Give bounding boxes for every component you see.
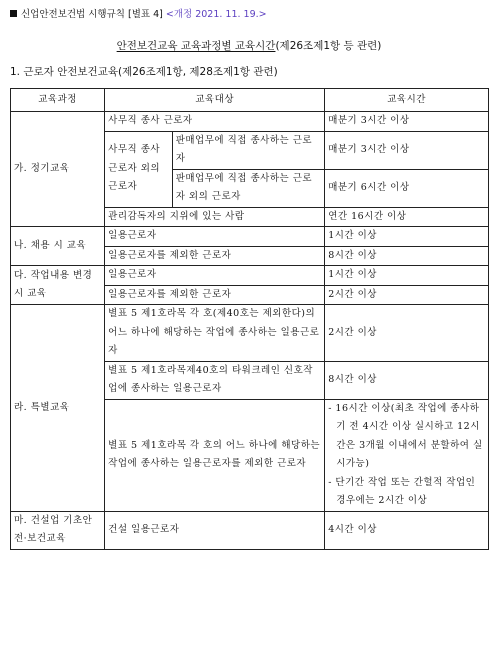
time-hiring-daily: 1시간 이상 [325, 227, 489, 247]
time-special-3-item-1: - 16시간 이상(최초 작업에 종사하기 전 4시간 이상 실시하고 12시간은 3개월 이내에서 분할하여 실시가능) [328, 402, 483, 470]
target-supervisors: 관리감독자의 지위에 있는 사람 [105, 207, 325, 227]
target-hiring-daily: 일용근로자 [105, 227, 325, 247]
header-course: 교육과정 [11, 89, 105, 112]
time-special-3-item-2: - 단기간 작업 또는 간헐적 작업인 경우에는 2시간 이상 [328, 476, 476, 507]
header-target: 교육대상 [105, 89, 325, 112]
target-office-workers: 사무직 종사 근로자 [105, 112, 325, 132]
target-special-3: 별표 5 제1호라목 각 호의 어느 하나에 해당하는 작업에 종사하는 일용근로자를 제외한 근로자 [105, 399, 325, 511]
course-special: 라. 특별교육 [11, 305, 105, 512]
target-other-workers: 사무직 종사 근로자 외의 근로자 [105, 131, 173, 207]
document-title [0, 38, 498, 53]
time-hiring-non-daily: 8시간 이상 [325, 246, 489, 266]
time-change-non-daily: 2시간 이상 [325, 285, 489, 305]
document-title-ref: (제26조제1항 등 관련) [275, 40, 382, 52]
time-sales-other: 매분기 6시간 이상 [325, 169, 489, 207]
table-row [11, 305, 489, 362]
law-title: 신업안전보건법 시행규칙 [별표 4] [21, 9, 163, 20]
target-construction: 건설 일용근로자 [105, 511, 325, 549]
law-reference-header [10, 6, 267, 20]
target-change-non-daily: 일용근로자를 제외한 근로자 [105, 285, 325, 305]
table-row [11, 511, 489, 549]
time-office-workers: 매분기 3시간 이상 [325, 112, 489, 132]
education-hours-table [10, 88, 489, 550]
time-special-3 [325, 399, 489, 511]
target-change-daily: 일용근로자 [105, 266, 325, 286]
table-row [11, 112, 489, 132]
revision-date: <개정 2021. 11. 19.> [165, 9, 267, 20]
document-title-main: 안전보건교육 교육과정별 교육시간 [116, 40, 276, 52]
target-sales-other: 판매업무에 직접 종사하는 근로자 외의 근로자 [172, 169, 325, 207]
time-change-daily: 1시간 이상 [325, 266, 489, 286]
target-sales-direct: 판매업무에 직접 종사하는 근로자 [172, 131, 325, 169]
target-special-2: 별표 5 제1호라목제40호의 타워크레인 신호작업에 종사하는 일용근로자 [105, 361, 325, 399]
header-time: 교육시간 [325, 89, 489, 112]
course-hiring: 나. 채용 시 교육 [11, 227, 105, 266]
time-construction: 4시간 이상 [325, 511, 489, 549]
course-regular: 가. 정기교육 [11, 112, 105, 227]
course-task-change: 다. 작업내용 변경 시 교육 [11, 266, 105, 305]
course-construction: 마. 건설업 기초안전·보건교육 [11, 511, 105, 549]
table-header-row [11, 89, 489, 112]
time-sales-direct: 매분기 3시간 이상 [325, 131, 489, 169]
target-special-1: 별표 5 제1호라목 각 호(제40호는 제외한다)의 어느 하나에 해당하는 작업에 종사하는 일용근로자 [105, 305, 325, 362]
table-row [11, 227, 489, 247]
square-bullet-icon [10, 10, 17, 17]
target-hiring-non-daily: 일용근로자를 제외한 근로자 [105, 246, 325, 266]
time-supervisors: 연간 16시간 이상 [325, 207, 489, 227]
time-special-1: 2시간 이상 [325, 305, 489, 362]
section-title: 1. 근로자 안전보건교육(제26조제1항, 제28조제1항 관련) [10, 66, 278, 78]
table-row [11, 266, 489, 286]
time-special-2: 8시간 이상 [325, 361, 489, 399]
